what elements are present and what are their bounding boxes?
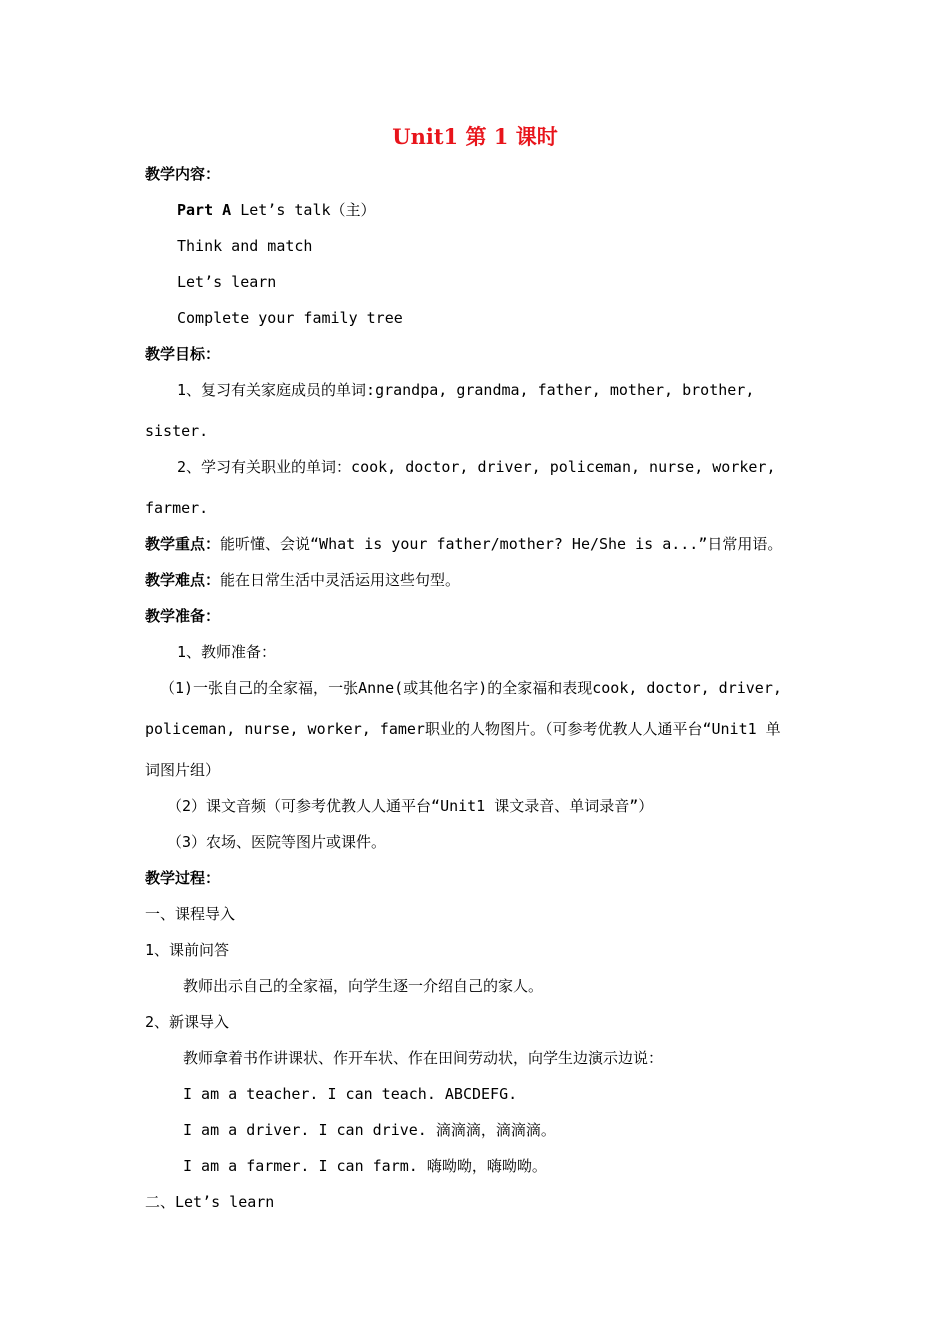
process-step-1-text: 教师出示自己的全家福，向学生逐一介绍自己的家人。 (183, 977, 544, 995)
example-sentence-farmer: I am a farmer. I can farm. 嗨呦呦，嗨呦呦。 (183, 1157, 547, 1175)
process-section-1: 一、课程导入 (145, 905, 236, 923)
difficulty-text: 能在日常生活中灵活运用这些句型。 (220, 571, 461, 589)
content-item-family-tree: Complete your family tree (177, 309, 403, 327)
content-heading: 教学内容： (145, 165, 221, 183)
part-a-text: Let’s talk（主） (231, 201, 376, 219)
prep-line-2: （1)一张自己的全家福，一张Anne(或其他名字)的全家福和表现cook, doctor, driver, (160, 679, 782, 697)
process-step-2-text: 教师拿着书作讲课状、作开车状、作在田间劳动状，向学生边演示边说： (183, 1049, 664, 1067)
goal-2-line-2: farmer. (145, 499, 209, 517)
content-item-lets-learn: Let’s learn (177, 273, 277, 291)
prep-line-1: 1、教师准备： (177, 643, 277, 661)
goal-2-line-1: 2、学习有关职业的单词：cook, doctor, driver, policeman, nurse, worker, (177, 458, 776, 476)
document-title: Unit1 第 1 课时 (392, 124, 558, 149)
process-section-2: 二、Let’s learn (145, 1193, 275, 1211)
process-step-1: 1、课前问答 (145, 941, 230, 959)
example-sentence-teacher: I am a teacher. I can teach. ABCDEFG. (183, 1085, 518, 1103)
prep-heading: 教学准备： (145, 607, 221, 625)
key-point-label: 教学重点： (145, 535, 221, 553)
key-point (145, 534, 782, 554)
goal-1-line-2: sister. (145, 422, 209, 440)
prep-line-3: policeman, nurse, worker, famer职业的人物图片。（可参考优教人人通平台“Unit1 单 (145, 720, 781, 738)
prep-line-4: 词图片组） (145, 761, 221, 779)
part-a-label: Part A (177, 201, 232, 219)
difficulty-label: 教学难点： (145, 571, 221, 589)
example-sentence-driver: I am a driver. I can drive. 滴滴滴，滴滴滴。 (183, 1121, 556, 1139)
content-item-part-a (177, 200, 376, 220)
content-item-think-and-match: Think and match (177, 237, 313, 255)
goal-1-line-1: 1、复习有关家庭成员的单词:grandpa, grandma, father, mother, brother, (177, 381, 755, 399)
goals-heading: 教学目标： (145, 345, 221, 363)
process-step-2: 2、新课导入 (145, 1013, 230, 1031)
key-point-text: 能听懂、会说“What is your father/mother? He/She is a...”日常用语。 (220, 535, 783, 553)
difficulty-point (145, 570, 460, 590)
prep-line-5: （2）课文音频（可参考优教人人通平台“Unit1 课文录音、单词录音”） (167, 797, 654, 815)
process-heading: 教学过程： (145, 869, 221, 887)
prep-line-6: （3）农场、医院等图片或课件。 (167, 833, 387, 851)
